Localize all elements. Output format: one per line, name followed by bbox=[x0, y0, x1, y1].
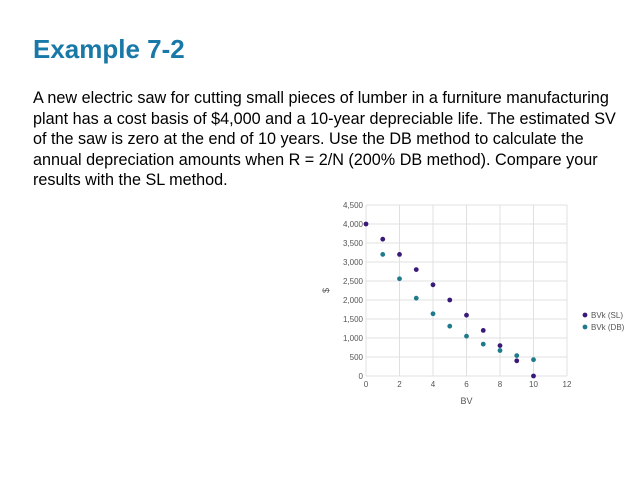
x-tick-label: 8 bbox=[497, 380, 503, 389]
y-tick-label: 2,000 bbox=[342, 296, 363, 305]
data-point-db bbox=[464, 334, 469, 339]
legend-label: BVk (DB) bbox=[591, 323, 625, 332]
data-point-sl bbox=[364, 222, 369, 227]
legend-marker bbox=[583, 325, 588, 330]
legend-marker bbox=[583, 313, 588, 318]
legend-label: BVk (SL) bbox=[591, 311, 624, 320]
data-point-db bbox=[514, 353, 519, 358]
data-point-sl bbox=[414, 267, 419, 272]
x-tick-label: 10 bbox=[529, 380, 538, 389]
slide-body-text: A new electric saw for cutting small pieces of lumber in a furniture manufacturing plant has a cost basis of $4,000 and a 10-year depreciable life. The estimated SV of the saw is zero at the end of 10 years. Use the DB method to calculate the annual depreciation amounts when R = 2/N (200% DB method). Compare your results with the SL method. bbox=[33, 89, 616, 190]
data-point-sl bbox=[498, 343, 503, 348]
x-tick-label: 12 bbox=[562, 380, 572, 389]
y-tick-label: 2,500 bbox=[342, 277, 363, 286]
y-tick-label: 0 bbox=[358, 372, 363, 381]
data-point-sl bbox=[397, 252, 402, 257]
data-point-db bbox=[498, 348, 503, 353]
y-tick-label: 500 bbox=[349, 353, 363, 362]
data-point-sl bbox=[514, 358, 519, 363]
data-point-db bbox=[447, 324, 452, 329]
y-tick-label: 3,500 bbox=[342, 239, 363, 248]
x-tick-label: 2 bbox=[397, 380, 402, 389]
data-point-db bbox=[481, 342, 486, 347]
data-point-sl bbox=[380, 237, 385, 242]
slide-title: Example 7-2 bbox=[33, 34, 185, 64]
chart-tick-labels bbox=[343, 201, 572, 389]
data-point-sl bbox=[464, 313, 469, 318]
y-tick-label: 4,000 bbox=[342, 220, 363, 229]
data-point-db bbox=[414, 296, 419, 301]
x-tick-label: 6 bbox=[464, 380, 469, 389]
y-tick-label: 4,500 bbox=[342, 201, 363, 210]
x-tick-label: 0 bbox=[363, 380, 369, 389]
chart-legend bbox=[583, 311, 625, 332]
data-point-db bbox=[397, 276, 402, 281]
y-axis-title: $ bbox=[321, 287, 331, 294]
data-point-sl bbox=[531, 374, 536, 379]
data-point-sl bbox=[431, 282, 436, 287]
x-tick-label: 4 bbox=[430, 380, 436, 389]
data-point-db bbox=[380, 252, 385, 257]
y-tick-label: 3,000 bbox=[342, 258, 363, 267]
chart-gridlines bbox=[366, 205, 567, 376]
x-axis-title: BV bbox=[460, 396, 473, 406]
data-point-db bbox=[531, 357, 536, 362]
data-point-db bbox=[431, 311, 436, 316]
y-tick-label: 1,500 bbox=[342, 315, 363, 324]
y-tick-label: 1,000 bbox=[342, 334, 363, 343]
data-point-sl bbox=[481, 328, 486, 333]
data-point-sl bbox=[447, 298, 452, 303]
